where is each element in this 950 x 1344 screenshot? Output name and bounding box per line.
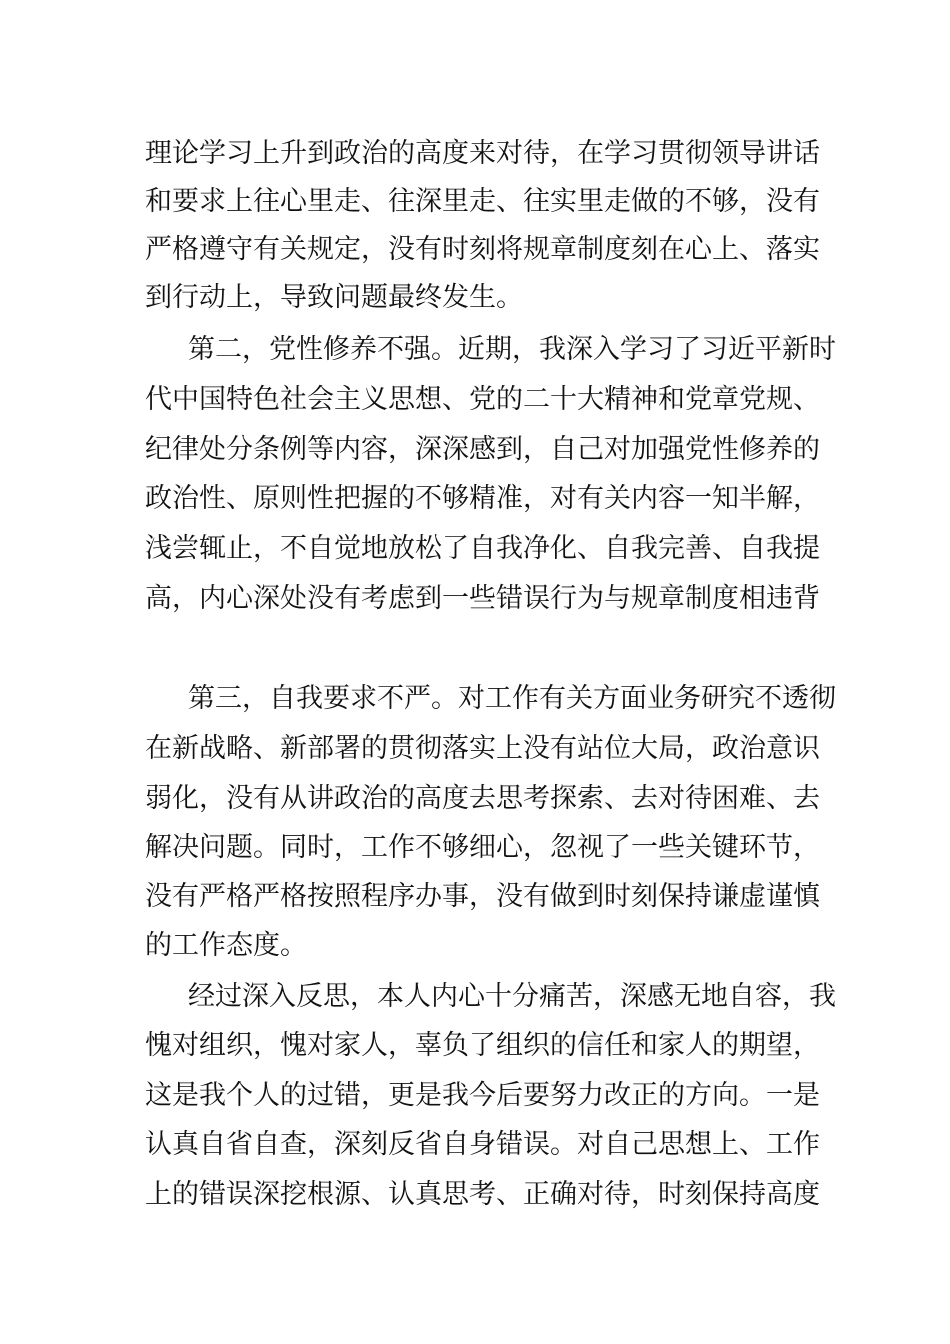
text-line: 和要求上往心里走、往深里走、往实里走做的不够，没有 [145,186,820,217]
text-line: 高，内心深处没有考虑到一些错误行为与规章制度相违背 [145,583,820,614]
text-line: 代中国特色社会主义思想、党的二十大精神和党章党规、 [145,384,820,415]
text-line: 没有严格严格按照程序办事，没有做到时刻保持谦虚谨慎 [145,881,820,912]
text-line: 愧对组织，愧对家人，辜负了组织的信任和家人的期望， [145,1030,820,1061]
text-line: 解决问题。同时，工作不够细心，忽视了一些关键环节， [145,832,820,863]
text-line: 到行动上，导致问题最终发生。 [145,282,523,313]
text-line: 上的错误深挖根源、认真思考、正确对待，时刻保持高度 [145,1179,820,1210]
text-line: 在新战略、新部署的贯彻落实上没有站位大局，政治意识 [145,733,820,764]
text-line: 政治性、原则性把握的不够精准，对有关内容一知半解， [145,483,820,514]
text-line: 纪律处分条例等内容，深深感到，自己对加强党性修养的 [145,434,820,465]
paragraph-start-line: 第三，自我要求不严。对工作有关方面业务研究不透彻 [188,683,836,714]
text-line: 这是我个人的过错，更是我今后要努力改正的方向。一是 [145,1080,820,1111]
paragraph-start-line: 第二，党性修养不强。近期，我深入学习了习近平新时 [188,334,836,365]
paragraph-start-line: 经过深入反思，本人内心十分痛苦，深感无地自容，我 [188,981,836,1012]
text-line: 弱化，没有从讲政治的高度去思考探索、去对待困难、去 [145,783,820,814]
text-line: 浅尝辄止，不自觉地放松了自我净化、自我完善、自我提 [145,533,820,564]
text-line: 严格遵守有关规定，没有时刻将规章制度刻在心上、落实 [145,234,820,265]
text-line: 理论学习上升到政治的高度来对待，在学习贯彻领导讲话 [145,138,820,169]
text-line: 认真自省自查，深刻反省自身错误。对自己思想上、工作 [145,1129,820,1160]
text-line: 的工作态度。 [145,930,307,961]
